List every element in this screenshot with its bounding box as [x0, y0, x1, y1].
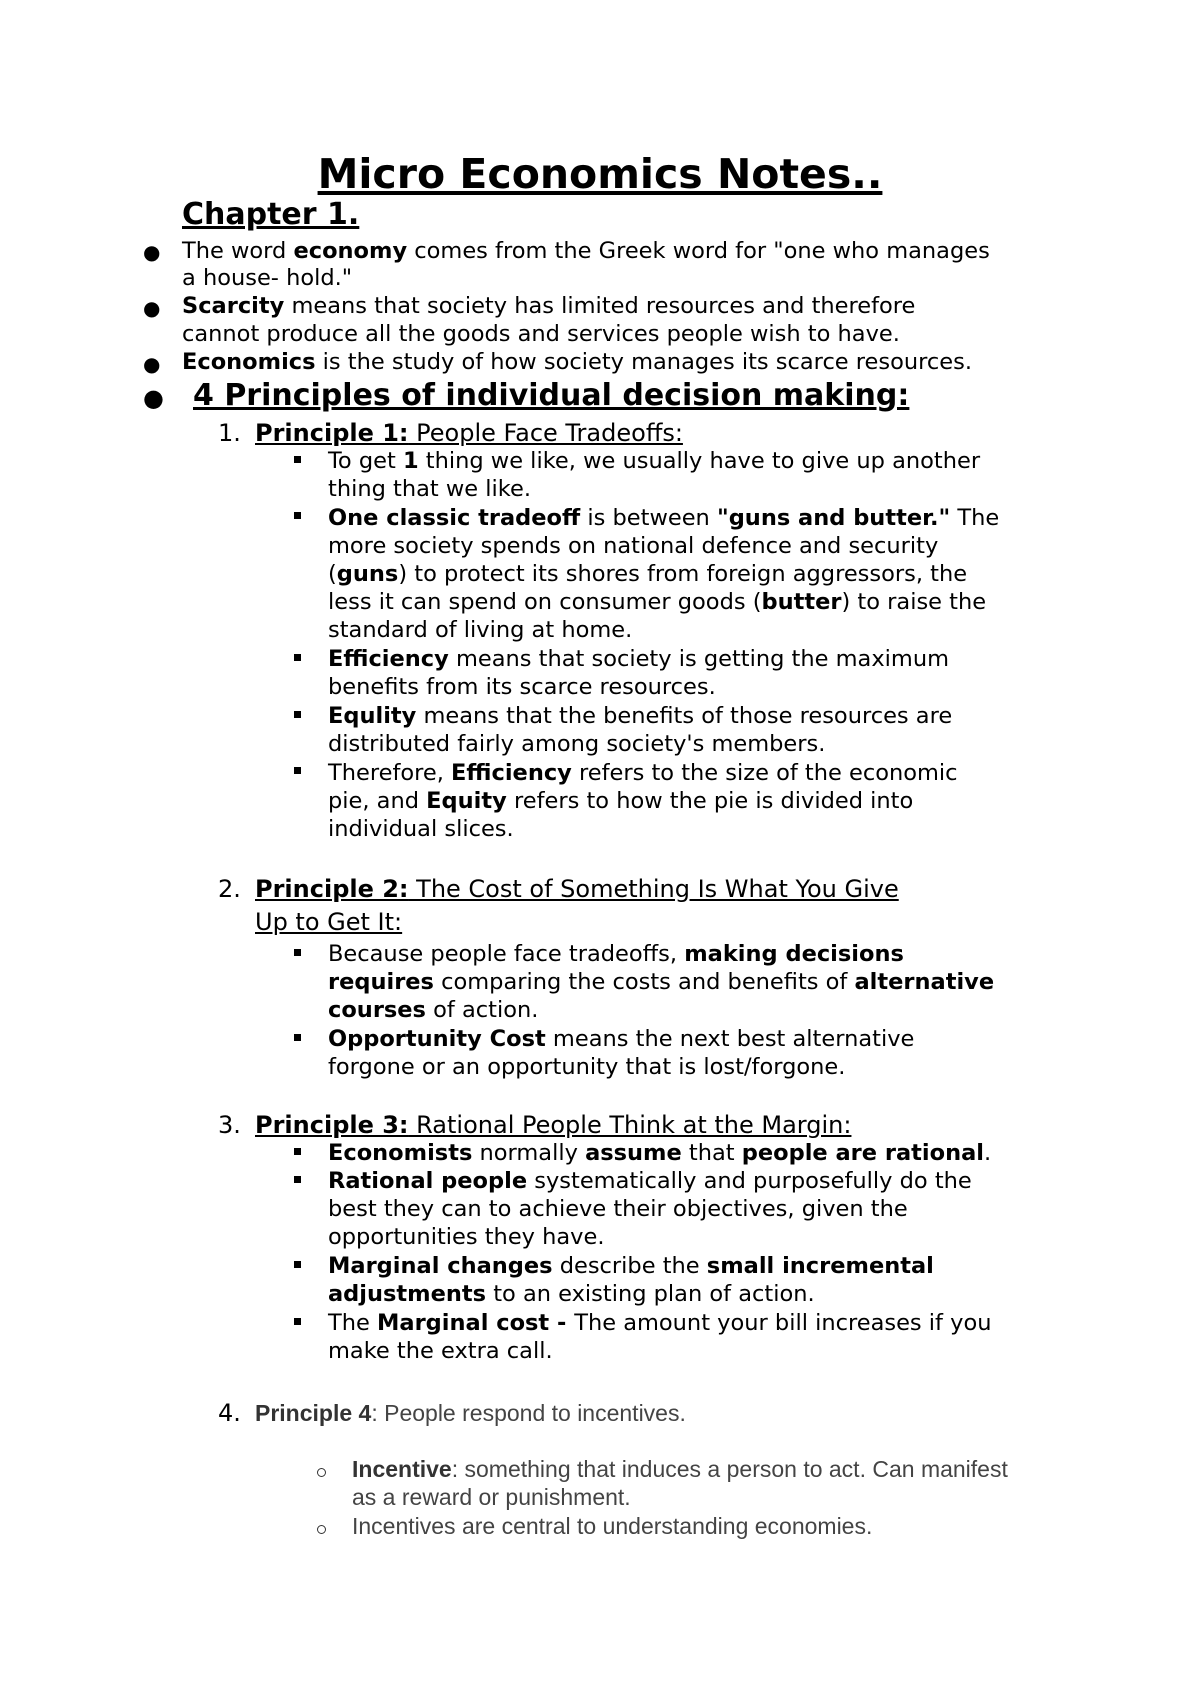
item-line: (guns) to protect its shores from foreign aggressors, the — [328, 561, 968, 587]
item-line: make the extra call. — [328, 1338, 553, 1364]
item-line: pie, and Equity refers to how the pie is divided into — [328, 788, 914, 814]
square-bullet-icon — [294, 1318, 301, 1325]
principle-4-heading: Principle 4: People respond to incentives. — [255, 1400, 686, 1426]
square-bullet-icon — [294, 1176, 301, 1183]
square-bullet-icon — [294, 456, 301, 463]
square-bullet-icon — [294, 1034, 301, 1041]
principle-1-number: 1. — [218, 419, 241, 447]
square-bullet-icon — [294, 512, 301, 519]
item-line: benefits from its scarce resources. — [328, 674, 716, 700]
item-line: forgone or an opportunity that is lost/forgone. — [328, 1054, 846, 1080]
square-bullet-icon — [294, 949, 301, 956]
item-line: thing that we like. — [328, 476, 531, 502]
item-line: requires comparing the costs and benefits of alternative — [328, 969, 995, 995]
principle-1-heading: Principle 1: People Face Tradeoffs: — [255, 419, 683, 447]
principle-2-heading: Up to Get It: — [255, 908, 403, 936]
circle-bullet-icon — [317, 1468, 326, 1477]
item-line: more society spends on national defence and security — [328, 533, 939, 559]
item-line: Marginal changes describe the small incremental — [328, 1253, 934, 1279]
item-line: individual slices. — [328, 816, 514, 842]
bullet-line: cannot produce all the goods and services people wish to have. — [182, 321, 900, 347]
bullet-icon: ● — [143, 384, 164, 412]
bullet-icon: ● — [143, 240, 161, 264]
circle-bullet-icon — [317, 1525, 326, 1534]
item-line: best they can to achieve their objectives, given the — [328, 1196, 908, 1222]
item-line: Equlity means that the benefits of those resources are — [328, 703, 953, 729]
principle-3-heading: Principle 3: Rational People Think at the Margin: — [255, 1111, 852, 1139]
square-bullet-icon — [294, 1148, 301, 1155]
item-line: One classic tradeoff is between "guns and butter." The — [328, 505, 1000, 531]
item-line: To get 1 thing we like, we usually have to give up another — [328, 448, 981, 474]
item-line: adjustments to an existing plan of action. — [328, 1281, 815, 1307]
item-line: Therefore, Efficiency refers to the size of the economic — [328, 760, 958, 786]
item-line: Rational people systematically and purposefully do the — [328, 1168, 972, 1194]
item-line: Incentive: something that induces a person to act. Can manifest — [352, 1456, 1008, 1482]
chapter-heading: Chapter 1. — [182, 197, 360, 232]
page-title: Micro Economics Notes.. — [317, 150, 883, 198]
bullet-icon: ● — [143, 352, 161, 376]
item-line: Economists normally assume that people are rational. — [328, 1140, 992, 1166]
item-line: standard of living at home. — [328, 617, 633, 643]
bullet-line: The word economy comes from the Greek word for "one who manages — [182, 238, 990, 264]
bullet-line: Scarcity means that society has limited resources and therefore — [182, 293, 916, 319]
principle-2-number: 2. — [218, 875, 241, 903]
item-line: Incentives are central to understanding economies. — [352, 1513, 873, 1539]
principles-heading: 4 Principles of individual decision making: — [193, 378, 910, 413]
item-line: less it can spend on consumer goods (butter) to raise the — [328, 589, 987, 615]
principle-4-number: 4. — [218, 1399, 241, 1427]
principle-2-heading: Principle 2: The Cost of Something Is What You Give — [255, 875, 899, 903]
bullet-line: a house- hold." — [182, 265, 353, 291]
item-line: Opportunity Cost means the next best alternative — [328, 1026, 915, 1052]
item-line: Because people face tradeoffs, making decisions — [328, 941, 904, 967]
item-line: as a reward or punishment. — [352, 1484, 631, 1510]
principle-3-number: 3. — [218, 1111, 241, 1139]
item-line: The Marginal cost - The amount your bill increases if you — [328, 1310, 992, 1336]
item-line: Efficiency means that society is getting the maximum — [328, 646, 950, 672]
item-line: opportunities they have. — [328, 1224, 605, 1250]
square-bullet-icon — [294, 711, 301, 718]
bullet-line: Economics is the study of how society manages its scarce resources. — [182, 349, 972, 375]
bullet-icon: ● — [143, 296, 161, 320]
square-bullet-icon — [294, 1261, 301, 1268]
square-bullet-icon — [294, 767, 301, 774]
square-bullet-icon — [294, 654, 301, 661]
item-line: distributed fairly among society's members. — [328, 731, 826, 757]
item-line: courses of action. — [328, 997, 539, 1023]
